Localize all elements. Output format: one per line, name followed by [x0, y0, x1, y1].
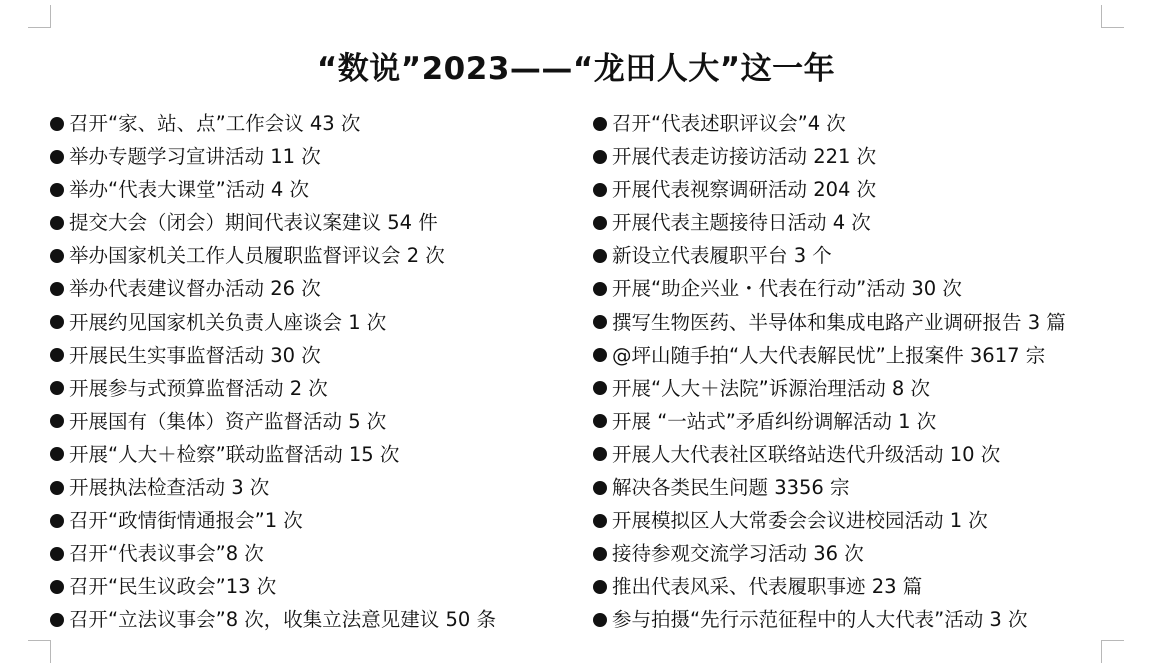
crop-mark-top-left — [28, 5, 51, 28]
list-item-text: 开展 “一站式”矛盾纠纷调解活动 1 次 — [612, 409, 937, 433]
bullet-icon — [593, 514, 607, 528]
list-item-text: 召开“政情街情通报会”1 次 — [69, 509, 303, 533]
list-item — [593, 173, 1133, 206]
list-item-text: 接待参观交流学习活动 36 次 — [612, 542, 864, 566]
bullet-icon — [593, 381, 607, 395]
bullet-icon — [50, 150, 64, 164]
list-item — [50, 339, 570, 372]
list-item — [50, 206, 570, 239]
list-item — [593, 603, 1133, 636]
list-item-text: 开展“人大＋检察”联动监督活动 15 次 — [69, 442, 400, 466]
bullet-icon — [50, 282, 64, 296]
list-item-text: 解决各类民生问题 3356 宗 — [612, 476, 850, 500]
list-item — [593, 471, 1133, 504]
bullet-icon — [50, 315, 64, 329]
list-item — [593, 272, 1133, 305]
bullet-icon — [593, 580, 607, 594]
list-item-text: 新设立代表履职平台 3 个 — [612, 244, 832, 268]
list-item-text: 开展“人大＋法院”诉源治理活动 8 次 — [612, 376, 931, 400]
list-item — [50, 239, 570, 272]
list-item — [593, 239, 1133, 272]
list-item-text: 推出代表风采、代表履职事迹 23 篇 — [612, 575, 923, 599]
list-item — [50, 173, 570, 206]
list-item-text: 开展代表主题接待日活动 4 次 — [612, 211, 871, 235]
list-item-text: 开展人大代表社区联络站迭代升级活动 10 次 — [612, 442, 1001, 466]
list-item — [50, 471, 570, 504]
list-item-text: 开展民生实事监督活动 30 次 — [69, 343, 321, 367]
list-item-text: 开展代表走访接访活动 221 次 — [612, 145, 877, 169]
list-item-text: 开展“助企兴业・代表在行动”活动 30 次 — [612, 277, 962, 301]
right-stats-list — [593, 107, 1133, 637]
bullet-icon — [593, 547, 607, 561]
list-item — [50, 537, 570, 570]
bullet-icon — [593, 414, 607, 428]
bullet-icon — [50, 348, 64, 362]
left-stats-list — [50, 107, 570, 637]
list-item — [50, 107, 570, 140]
list-item-text: 参与拍摄“先行示范征程中的人大代表”活动 3 次 — [612, 608, 1028, 632]
list-item — [593, 372, 1133, 405]
list-item — [50, 570, 570, 603]
list-item-text: @坪山随手拍“人大代表解民忧”上报案件 3617 宗 — [612, 343, 1046, 367]
bullet-icon — [50, 117, 64, 131]
bullet-icon — [50, 514, 64, 528]
list-item-text: 召开“家、站、点”工作会议 43 次 — [69, 112, 361, 135]
list-item-text: 举办专题学习宣讲活动 11 次 — [69, 145, 321, 169]
list-item — [50, 405, 570, 438]
list-item-text: 开展参与式预算监督活动 2 次 — [69, 376, 328, 400]
list-item-text: 举办代表建议督办活动 26 次 — [69, 277, 321, 301]
list-item — [593, 140, 1133, 173]
bullet-icon — [593, 613, 607, 627]
list-item — [593, 107, 1133, 140]
list-item-text: 举办国家机关工作人员履职监督评议会 2 次 — [69, 244, 445, 268]
list-item — [593, 438, 1133, 471]
list-item — [50, 140, 570, 173]
list-item-text: 举办“代表大课堂”活动 4 次 — [69, 178, 310, 202]
list-item-text: 开展国有（集体）资产监督活动 5 次 — [69, 409, 387, 433]
bullet-icon — [593, 117, 607, 131]
bullet-icon — [593, 315, 607, 329]
list-item — [50, 504, 570, 537]
list-item-text: 提交大会（闭会）期间代表议案建议 54 件 — [69, 211, 438, 235]
list-item — [593, 339, 1133, 372]
list-item — [50, 372, 570, 405]
list-item-text: 撰写生物医药、半导体和集成电路产业调研报告 3 篇 — [612, 310, 1066, 334]
list-item — [593, 504, 1133, 537]
list-item — [593, 206, 1133, 239]
crop-mark-bottom-right — [1101, 640, 1124, 663]
bullet-icon — [50, 183, 64, 197]
list-item-text: 开展模拟区人大常委会会议进校园活动 1 次 — [612, 509, 988, 533]
list-item — [593, 570, 1133, 603]
list-item — [50, 306, 570, 339]
page-title: “数说”2023——“龙田人大”这一年 — [316, 50, 836, 87]
bullet-icon — [50, 381, 64, 395]
list-item-text: 召开“立法议事会”8 次，收集立法意见建议 50 条 — [69, 608, 497, 632]
list-item — [593, 405, 1133, 438]
bullet-icon — [593, 150, 607, 164]
list-item-text: 召开“代表议事会”8 次 — [69, 542, 264, 566]
bullet-icon — [593, 249, 607, 263]
bullet-icon — [50, 481, 64, 495]
bullet-icon — [593, 282, 607, 296]
bullet-icon — [593, 348, 607, 362]
bullet-icon — [593, 183, 607, 197]
bullet-icon — [50, 580, 64, 594]
bullet-icon — [50, 547, 64, 561]
list-item-text: 开展执法检查活动 3 次 — [69, 476, 270, 500]
bullet-icon — [593, 481, 607, 495]
bullet-icon — [50, 414, 64, 428]
list-item — [50, 603, 570, 636]
list-item — [50, 272, 570, 305]
list-item — [50, 438, 570, 471]
bullet-icon — [50, 447, 64, 461]
crop-mark-top-right — [1101, 5, 1124, 28]
list-item-text: 开展约见国家机关负责人座谈会 1 次 — [69, 310, 387, 334]
bullet-icon — [50, 216, 64, 230]
bullet-icon — [50, 249, 64, 263]
list-item — [593, 306, 1133, 339]
list-item-text: 召开“民生议政会”13 次 — [69, 575, 277, 599]
bullet-icon — [593, 447, 607, 461]
bullet-icon — [50, 613, 64, 627]
list-item-text: 召开“代表述职评议会”4 次 — [612, 112, 846, 135]
bullet-icon — [593, 216, 607, 230]
list-item-text: 开展代表视察调研活动 204 次 — [612, 178, 877, 202]
crop-mark-bottom-left — [28, 640, 51, 663]
list-item — [593, 537, 1133, 570]
